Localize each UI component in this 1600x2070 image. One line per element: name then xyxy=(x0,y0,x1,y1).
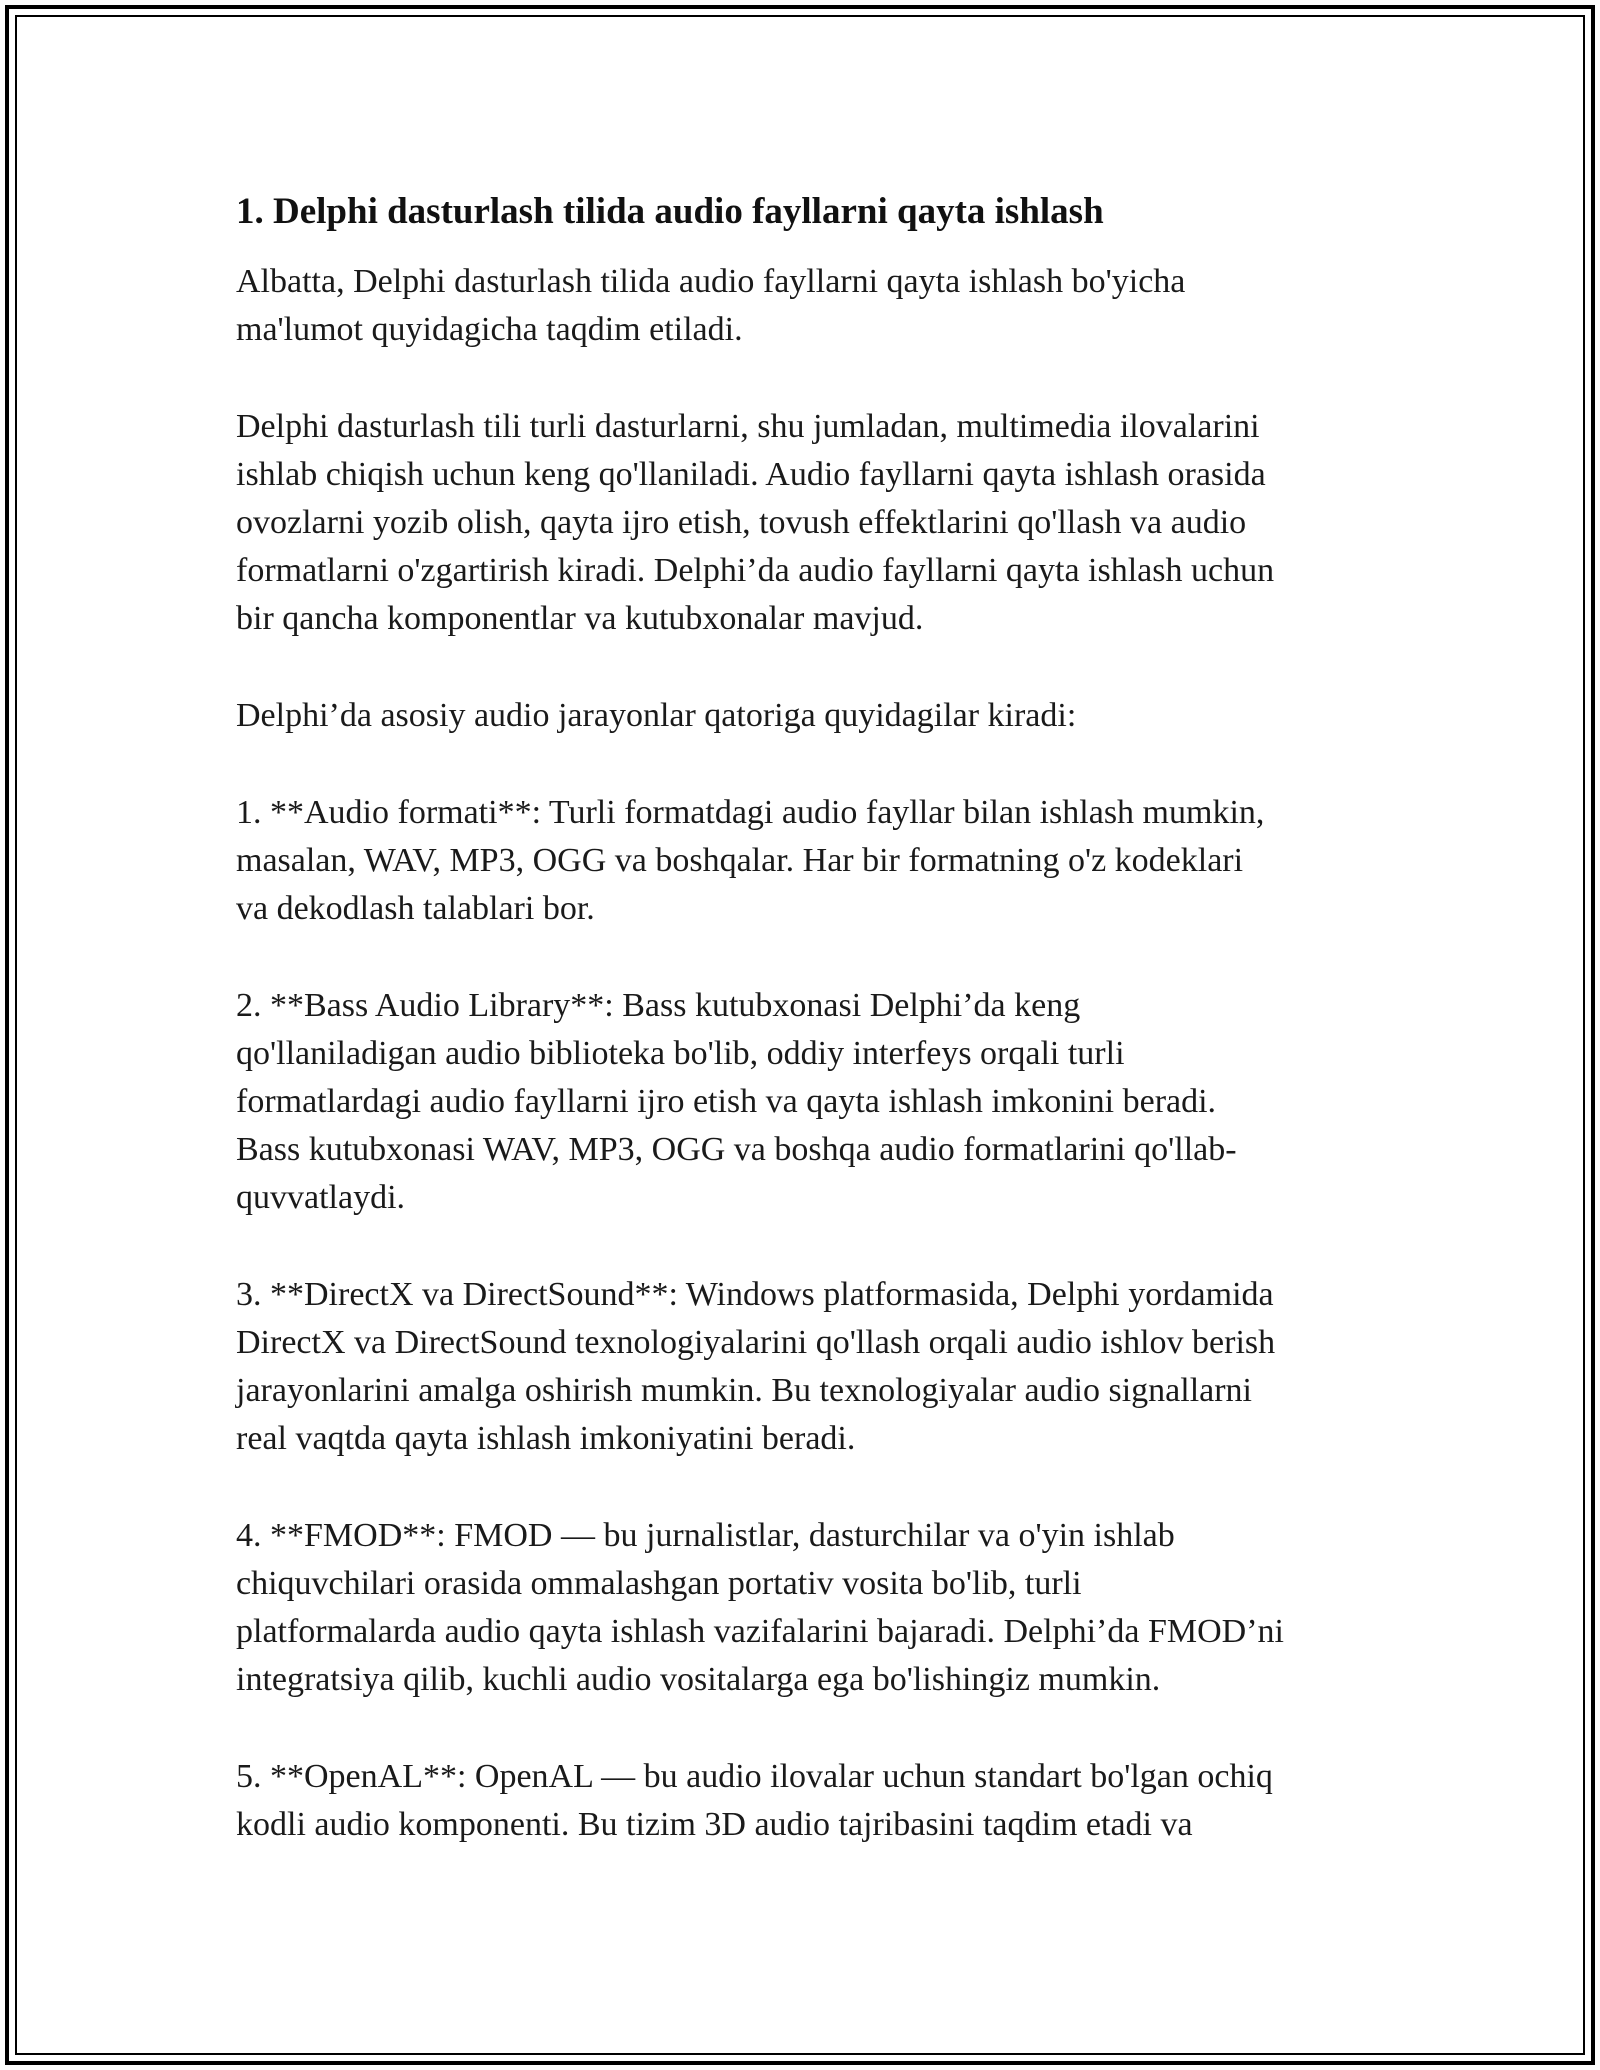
list-item-fmod: 4. **FMOD**: FMOD — bu jurnalistlar, dasturchilar va o'yin ishlab chiquvchilari orasida ommalashgan portativ vosita bo'lib, turli platformalarda audio qayta ishlash vazifalarini bajaradi. Delphi’da FMOD’ni integratsiya qilib, kuchli audio vositalarga ega bo'lishingiz mumkin. xyxy=(236,1517,1284,1698)
document-body xyxy=(236,186,1372,1898)
document-title: 1. Delphi dasturlash tilida audio fayllarni qayta ishlash xyxy=(236,191,1104,232)
paragraph-overview: Delphi dasturlash tili turli dasturlarni, shu jumladan, multimedia ilovalarini ishlab chiqish uchun keng qo'llaniladi. Audio fayllarni qayta ishlash orasida ovozlarni yozib olish, qayta ijro etish, tovush effektlarini qo'llash va audio formatlarni o'zgartirish kiradi. Delphi’da audio fayllarni qayta ishlash uchun bir qancha komponentlar va kutubxonalar mavjud. xyxy=(236,408,1275,637)
list-item-directx: 3. **DirectX va DirectSound**: Windows platformasida, Delphi yordamida DirectX va DirectSound texnologiyalarini qo'llash orqali audio ishlov berish jarayonlarini amalga oshirish mumkin. Bu texnologiyalar audio signallarni real vaqtda qayta ishlash imkoniyatini beradi. xyxy=(236,1276,1276,1457)
paragraph-intro: Albatta, Delphi dasturlash tilida audio fayllarni qayta ishlash bo'yicha ma'lumot quyidagicha taqdim etiladi. xyxy=(236,263,1186,348)
list-item-bass-library: 2. **Bass Audio Library**: Bass kutubxonasi Delphi’da keng qo'llaniladigan audio biblioteka bo'lib, oddiy interfeys orqali turli formatlardagi audio fayllarni ijro etish va qayta ishlash imkonini beradi. Bass kutubxonasi WAV, MP3, OGG va boshqa audio formatlarini qo'llab- quvvatlaydi. xyxy=(236,987,1237,1216)
list-item-audio-format: 1. **Audio formati**: Turli formatdagi audio fayllar bilan ishlash mumkin, masalan, WAV, MP3, OGG va boshqalar. Har bir formatning o'z kodeklari va dekodlash talablari bor. xyxy=(236,794,1265,927)
paragraph-list-heading: Delphi’da asosiy audio jarayonlar qatoriga quyidagilar kiradi: xyxy=(236,697,1077,734)
list-item-openal: 5. **OpenAL**: OpenAL — bu audio ilovalar uchun standart bo'lgan ochiq kodli audio komponenti. Bu tizim 3D audio tajribasini taqdim etadi va xyxy=(236,1758,1273,1843)
